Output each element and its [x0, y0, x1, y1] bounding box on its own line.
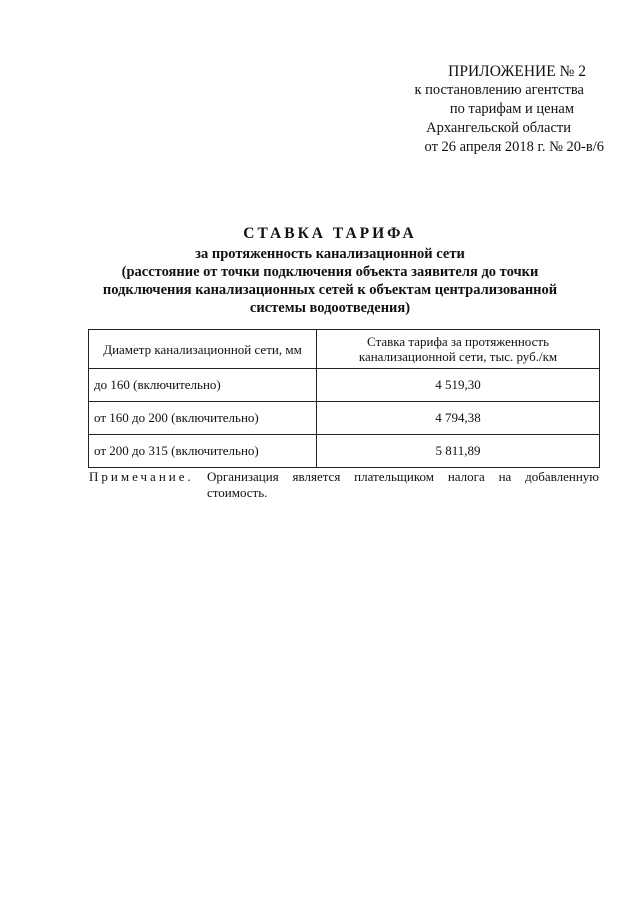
appendix-line-1: к постановлению агентства	[414, 82, 584, 98]
tariff-table	[88, 329, 600, 468]
cell-rate: 5 811,89	[317, 435, 600, 468]
subtitle-line-4: системы водоотведения)	[249, 300, 411, 316]
subtitle-line-3: подключения канализационных сетей к объектам централизованной	[102, 282, 558, 298]
appendix-title: ПРИЛОЖЕНИЕ № 2	[448, 63, 586, 80]
subtitle-line-2: (расстояние от точки подключения объекта заявителя до точки	[121, 264, 539, 280]
appendix-block	[344, 62, 604, 157]
note-text	[207, 469, 599, 501]
header-diameter: Диаметр канализационной сети, мм	[89, 330, 317, 369]
header-rate: Ставка тарифа за протяженность канализационной сети, тыс. руб./км	[317, 330, 600, 369]
cell-rate: 4 519,30	[317, 369, 600, 402]
table-row	[89, 369, 600, 402]
appendix-line-2: по тарифам и ценам	[449, 101, 574, 117]
table-row	[89, 435, 600, 468]
cell-diameter: до 160 (включительно)	[89, 369, 317, 402]
document-title-block	[80, 225, 580, 317]
note-label: Примечание.	[89, 469, 194, 484]
note-block	[89, 469, 599, 501]
table-header-row	[89, 330, 600, 369]
cell-diameter: от 200 до 315 (включительно)	[89, 435, 317, 468]
note-text-line-2: стоимость.	[207, 485, 268, 500]
appendix-line-4: от 26 апреля 2018 г. № 20-в/6	[424, 139, 604, 155]
appendix-line-3: Архангельской области	[426, 120, 571, 136]
cell-rate: 4 794,38	[317, 402, 600, 435]
subtitle-line-1: за протяженность канализационной сети	[195, 246, 465, 262]
cell-diameter: от 160 до 200 (включительно)	[89, 402, 317, 435]
note-text-line-1: Организация является плательщиком налога на добавленную	[207, 469, 599, 484]
table-row	[89, 402, 600, 435]
document-title: СТАВКА ТАРИФА	[243, 225, 417, 242]
